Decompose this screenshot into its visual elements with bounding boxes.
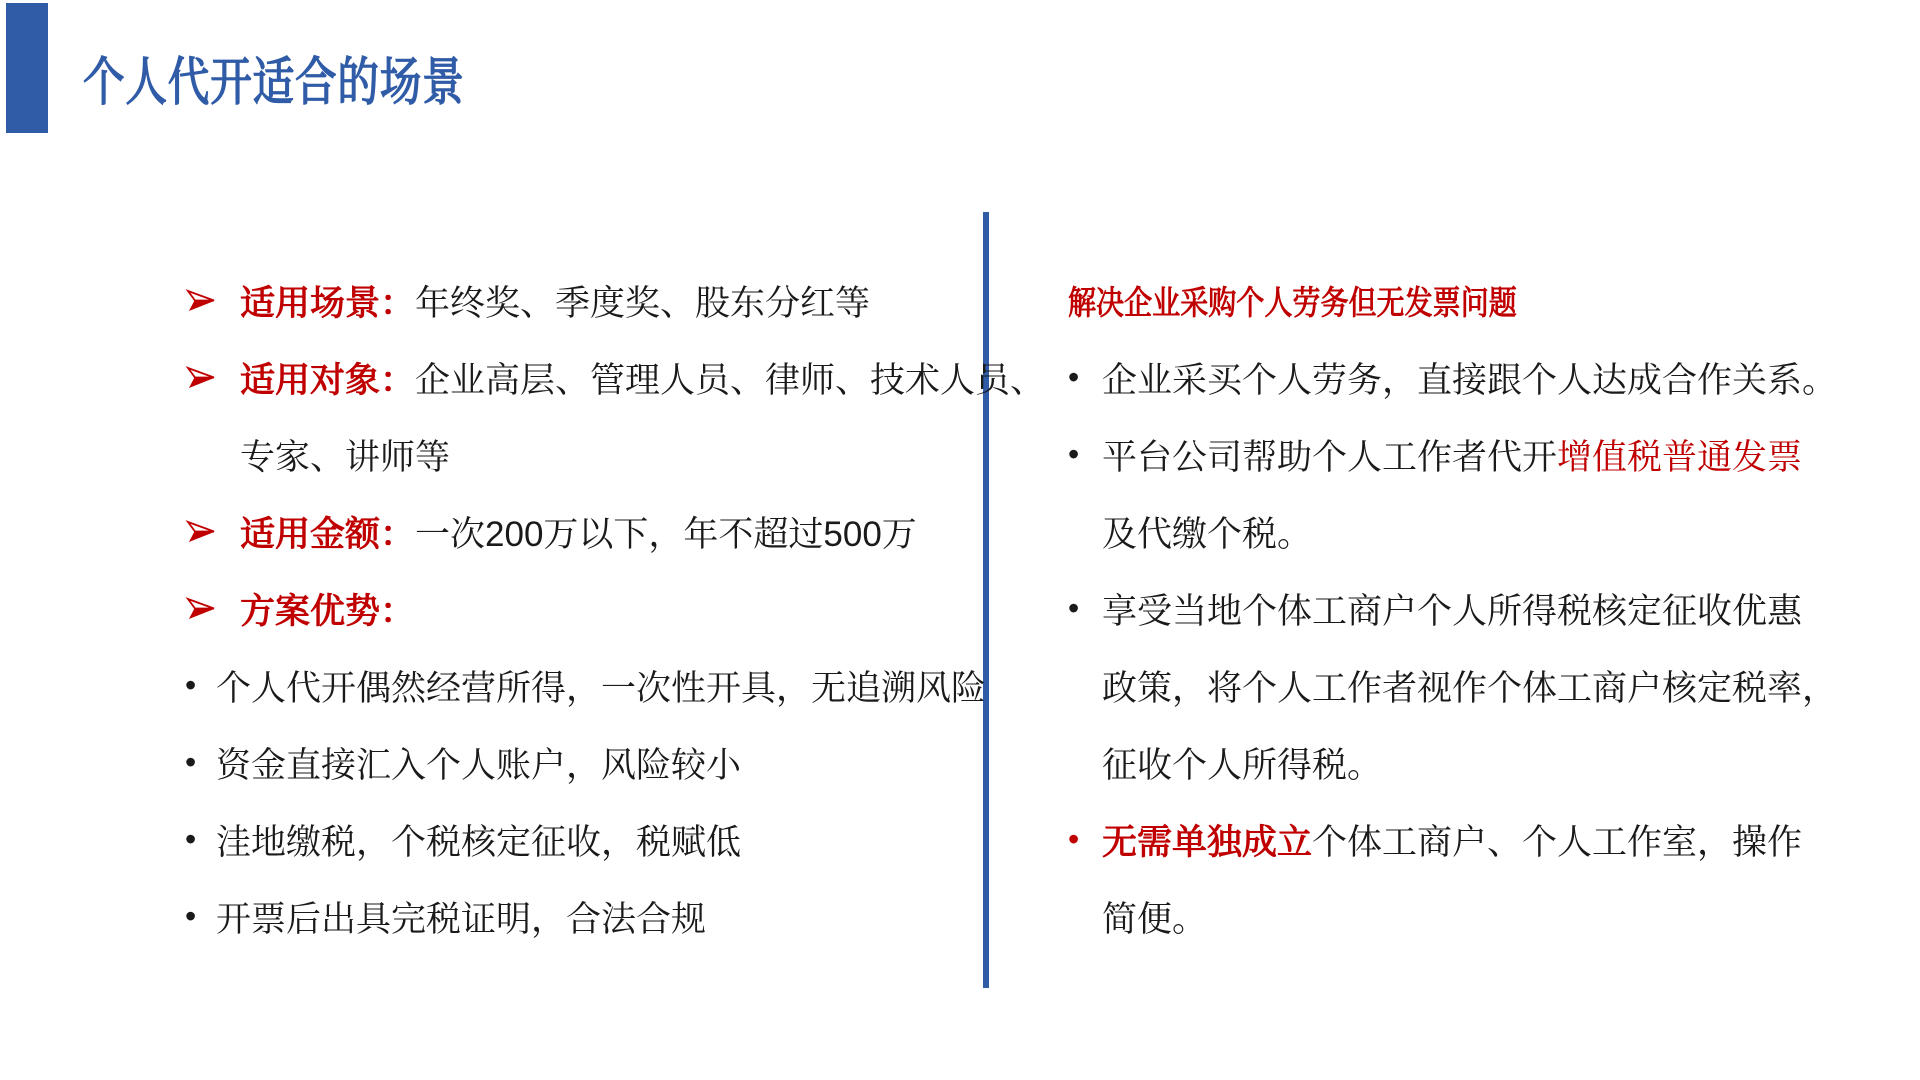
arrow-bullet-icon	[185, 520, 240, 543]
list-item-continuation	[1068, 878, 1888, 955]
item-text: 享受当地个体工商户个人所得税核定征收优惠	[1102, 591, 1803, 631]
list-item	[185, 724, 983, 801]
item-text: 年终奖、季度奖、股东分红等	[415, 283, 871, 323]
item-text: 及代缴个税。	[1102, 514, 1313, 554]
item-text: 一次200万以下，年不超过500万	[415, 514, 917, 554]
dot-bullet: •	[1068, 359, 1080, 395]
item-text: 个体工商户、个人工作室，操作	[1312, 822, 1803, 862]
page-title: 个人代开适合的场景	[83, 54, 465, 112]
highlight-text: 无需单独成立	[1102, 822, 1313, 862]
list-item	[1068, 416, 1888, 493]
item-text: 企业高层、管理人员、律师、技术人员、	[415, 360, 1046, 400]
item-text: 平台公司帮助个人工作者代开	[1102, 437, 1558, 477]
list-item	[185, 339, 1046, 416]
list-item	[185, 570, 983, 647]
item-text: 简便。	[1102, 899, 1208, 939]
item-text: 资金直接汇入个人账户，风险较小	[216, 745, 742, 785]
list-item	[185, 801, 983, 878]
left-column	[185, 262, 1046, 955]
item-text: 专家、讲师等	[240, 437, 451, 477]
arrow-bullet-icon	[185, 597, 240, 620]
right-column	[1068, 262, 1888, 955]
list-item	[1068, 339, 1888, 416]
list-item	[1068, 801, 1888, 878]
item-text: 开票后出具完税证明，合法合规	[216, 899, 707, 939]
item-label: 方案优势：	[240, 591, 416, 631]
arrow-bullet-icon	[185, 289, 240, 312]
list-item-continuation	[1068, 647, 1888, 724]
list-item-continuation	[1068, 724, 1888, 801]
arrow-bullet-icon	[185, 366, 240, 389]
item-text: 征收个人所得税。	[1102, 745, 1383, 785]
list-item	[1068, 570, 1888, 647]
item-text: 企业采买个人劳务，直接跟个人达成合作关系。	[1102, 360, 1838, 400]
section-heading: 解决企业采购个人劳务但无发票问题	[1068, 284, 1517, 321]
list-item	[185, 493, 983, 570]
section-heading-row	[1068, 262, 1888, 339]
item-text: 洼地缴税，个税核定征收，税赋低	[216, 822, 742, 862]
dot-bullet: •	[1068, 436, 1080, 472]
item-label: 适用场景：	[240, 283, 416, 323]
list-item	[185, 647, 987, 724]
dot-bullet: •	[1068, 590, 1080, 626]
item-text: 政策，将个人工作者视作个体工商户核定税率，	[1102, 668, 1838, 708]
dot-bullet: •	[185, 744, 197, 780]
dot-bullet: •	[185, 821, 197, 857]
item-label: 适用对象：	[240, 360, 416, 400]
dot-bullet: •	[185, 898, 197, 934]
list-item	[185, 262, 983, 339]
list-item	[185, 878, 983, 955]
dot-bullet: •	[185, 667, 197, 703]
highlight-text: 增值税普通发票	[1557, 437, 1803, 477]
dot-bullet: •	[1068, 821, 1080, 857]
list-item-continuation	[1068, 493, 1888, 570]
list-item-continuation	[185, 416, 983, 493]
column-divider	[983, 212, 989, 988]
item-text: 个人代开偶然经营所得，一次性开具，无追溯风险	[216, 668, 987, 708]
item-label: 适用金额：	[240, 514, 416, 554]
title-accent-bar	[6, 3, 48, 133]
